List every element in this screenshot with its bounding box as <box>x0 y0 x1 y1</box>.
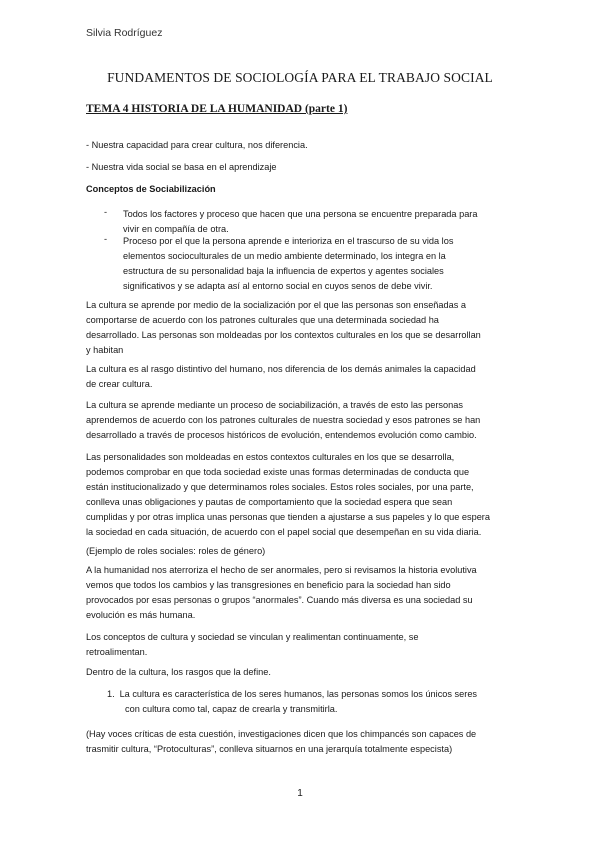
paragraph-line: cumplidas y por otras implica unas personas que tienden a ajustarse a sus papeles y lo que espera <box>86 512 490 522</box>
item-number: 1. <box>107 689 115 699</box>
paragraph <box>86 298 518 358</box>
paragraph-line: Las personalidades son moldeadas en estos contextos culturales en los que se desarrolla, <box>86 452 455 462</box>
paragraph-line: Los conceptos de cultura y sociedad se vinculan y realimentan continuamente, se <box>86 632 419 642</box>
bullet-line: significativos y se adapta así al entorno social en cuyos senos de debe vivir. <box>123 281 433 291</box>
paragraph <box>86 563 518 623</box>
intro-line: - Nuestra capacidad para crear cultura, nos diferencia. <box>86 140 308 150</box>
bullet-dash: - <box>104 234 108 244</box>
item-line: La cultura es característica de los seres humanos, las personas somos los únicos seres <box>119 689 478 699</box>
intro-line: - Nuestra vida social se basa en el aprendizaje <box>86 162 277 172</box>
bullet-item <box>123 234 518 294</box>
paragraph <box>86 665 518 680</box>
paragraph-line: podemos comprobar en que toda sociedad existe unas formas determinadas de conducta que <box>86 467 470 477</box>
paragraph <box>86 450 518 540</box>
paragraph <box>86 398 518 443</box>
paragraph-line: vemos que todos los cambios y las transgresiones en beneficio para la sociedad han sido <box>86 580 451 590</box>
bullet-item <box>123 207 518 237</box>
paragraph-line: están institucionalizado y que determinamos roles sociales. Estos roles sociales, por una parte, <box>86 482 474 492</box>
paragraph <box>86 630 518 660</box>
document-title: FUNDAMENTOS DE SOCIOLOGÍA PARA EL TRABAJO SOCIAL <box>107 70 493 85</box>
paragraph-line: aprendemos de acuerdo con los patrones culturales de nuestra sociedad y esos patrones se han <box>86 415 481 425</box>
paragraph-line: (Ejemplo de roles sociales: roles de género) <box>86 546 266 556</box>
bullet-line: Todos los factores y proceso que hacen que una persona se encuentre preparada para <box>123 209 478 219</box>
paragraph-line: conlleva unas obligaciones y pautas de comportamiento que la sociedad espera que sean <box>86 497 453 507</box>
paragraph-line: (Hay voces críticas de esta cuestión, investigaciones dicen que los chimpancés son capaces de <box>86 729 477 739</box>
paragraph-line: y habitan <box>86 345 124 355</box>
bullet-dash: - <box>104 207 108 217</box>
numbered-item <box>107 687 507 717</box>
paragraph <box>86 362 518 392</box>
paragraph-line: trasmitir cultura, “Protoculturas”, conlleva situarnos en una jerarquía totalmente especista) <box>86 744 453 754</box>
paragraph-line: La cultura es al rasgo distintivo del humano, nos diferencia de los demás animales la capacidad <box>86 364 476 374</box>
section-title: TEMA 4 HISTORIA DE LA HUMANIDAD (parte 1) <box>86 103 348 115</box>
bullet-line: elementos socioculturales de un medio ambiente determinado, los integra en la <box>123 251 446 261</box>
bullet-line: estructura de su personalidad baja la influencia de expertos y agentes sociales <box>123 266 444 276</box>
page-number: 1 <box>297 788 303 799</box>
paragraph-line: la sociedad en cada situación, de acuerdo con el papel social que desempeñan en su vida diaria. <box>86 527 482 537</box>
bullet-line: vivir en compañía de otra. <box>123 224 229 234</box>
item-line: con cultura como tal, capaz de crearla y transmitirla. <box>125 704 338 714</box>
paragraph <box>86 727 518 757</box>
paragraph-line: comportarse de acuerdo con los patrones culturales que una determinada sociedad ha <box>86 315 439 325</box>
paragraph-line: desarrollado a través de procesos históricos de evolución, entendemos evolución como cambio. <box>86 430 477 440</box>
paragraph-line: provocados por esas personas o grupos “anormales”. Cuando más diversa es una sociedad su <box>86 595 473 605</box>
paragraph-line: A la humanidad nos aterroriza el hecho de ser anormales, pero si revisamos la historia evolutiva <box>86 565 477 575</box>
header-author: Silvia Rodríguez <box>86 27 163 39</box>
paragraph-line: Dentro de la cultura, los rasgos que la define. <box>86 667 271 677</box>
paragraph-line: La cultura se aprende mediante un proceso de sociabilización, a través de esto las personas <box>86 400 463 410</box>
paragraph-line: evolución es más humana. <box>86 610 196 620</box>
paragraph-line: La cultura se aprende por medio de la socialización por el que las personas son enseñadas a <box>86 300 466 310</box>
paragraph-line: desarrollado. Las personas son moldeadas por los contextos culturales en los que se desarrollan <box>86 330 481 340</box>
paragraph-line: de crear cultura. <box>86 379 153 389</box>
paragraph <box>86 544 518 559</box>
concepts-heading: Conceptos de Sociabilización <box>86 184 216 194</box>
bullet-line: Proceso por el que la persona aprende e interioriza en el trascurso de su vida los <box>123 236 454 246</box>
paragraph-line: retroalimentan. <box>86 647 148 657</box>
